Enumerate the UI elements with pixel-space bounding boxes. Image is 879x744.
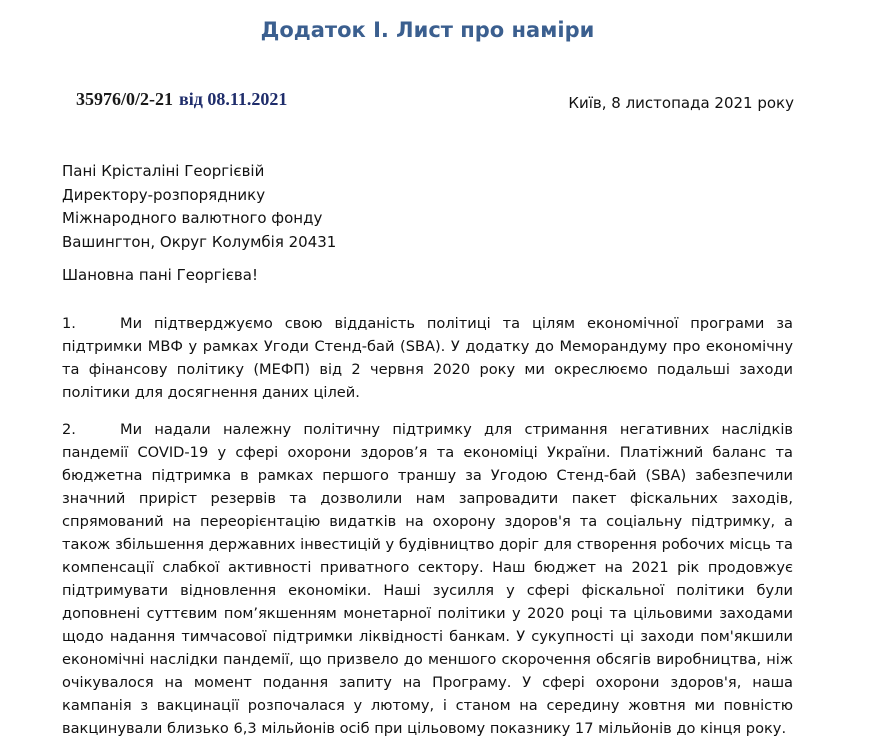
paragraph-1 <box>62 312 793 404</box>
salutation: Шановна пані Георгієва! <box>62 266 258 284</box>
paragraph-text: Ми надали належну політичну підтримку для стримання негативних наслідків пандемії COVID-19 у сфері охорони здоров’я та економіці України. Платіжний баланс та бюджетна підтримка в рамках першого траншу за Угодою Стенд-бай (SBA) забезпечили значний приріст резервів та дозволили нам запровадити пакет фіскальних заходів, спрямований на переорієнтацію видатків на охорону здоров'я та соціальну підтримку, а також збільшення державних інвестицій у будівництво доріг для створення робочих місць та компенсації слабкої активності приватного сектору. Наш бюджет на 2021 рік продовжує підтримувати відновлення економіки. Наші зусилля у сфері фіскальної політики були доповнені суттєвим пом’якшенням монетарної політики у 2020 році та цільовими заходами щодо надання тимчасової підтримки ліквідності банкам. У сукупності ці заходи пом'якшили економічні наслідки пандемії, що призвело до меншого скорочення обсягів виробництва, ніж очікувалося на момент подання запиту на Програму. У сфері охорони здоров'я, наша кампанія з вакцинації розпочалася у лютому, і станом на середину жовтня ми повністю вакцинували близько 6,3 мільйонів осіб при цільовому показнику 17 мільйонів до кінця року. <box>62 421 793 737</box>
reference-date: від 08.11.2021 <box>179 89 288 109</box>
recipient-address <box>62 160 336 254</box>
paragraph-number: 2. <box>62 421 76 438</box>
address-line: Вашингтон, Округ Колумбія 20431 <box>62 232 337 251</box>
reference-line <box>76 89 287 110</box>
paragraph-text: Ми підтверджуємо свою відданість політиці та цілям економічної програми за підтримки МВФ у рамках Угоди Стенд-бай (SBA). У додатку до Меморандуму про економічну та фінансову політику (МЕФП) від 2 червня 2020 року ми окреслюємо подальші заходи політики для досягнення даних цілей. <box>62 315 793 401</box>
place-and-date: Київ, 8 листопада 2021 року <box>568 94 794 112</box>
address-line: Міжнародного валютного фонду <box>62 209 323 227</box>
paragraph-2 <box>62 418 793 740</box>
address-line: Пані Крісталіні Георгієвій <box>62 162 265 180</box>
address-line: Директору-розпоряднику <box>62 185 266 204</box>
paragraph-number: 1. <box>62 315 76 332</box>
document-title: Додаток I. Лист про наміри <box>260 18 595 42</box>
reference-number: 35976/0/2-21 <box>76 89 173 109</box>
